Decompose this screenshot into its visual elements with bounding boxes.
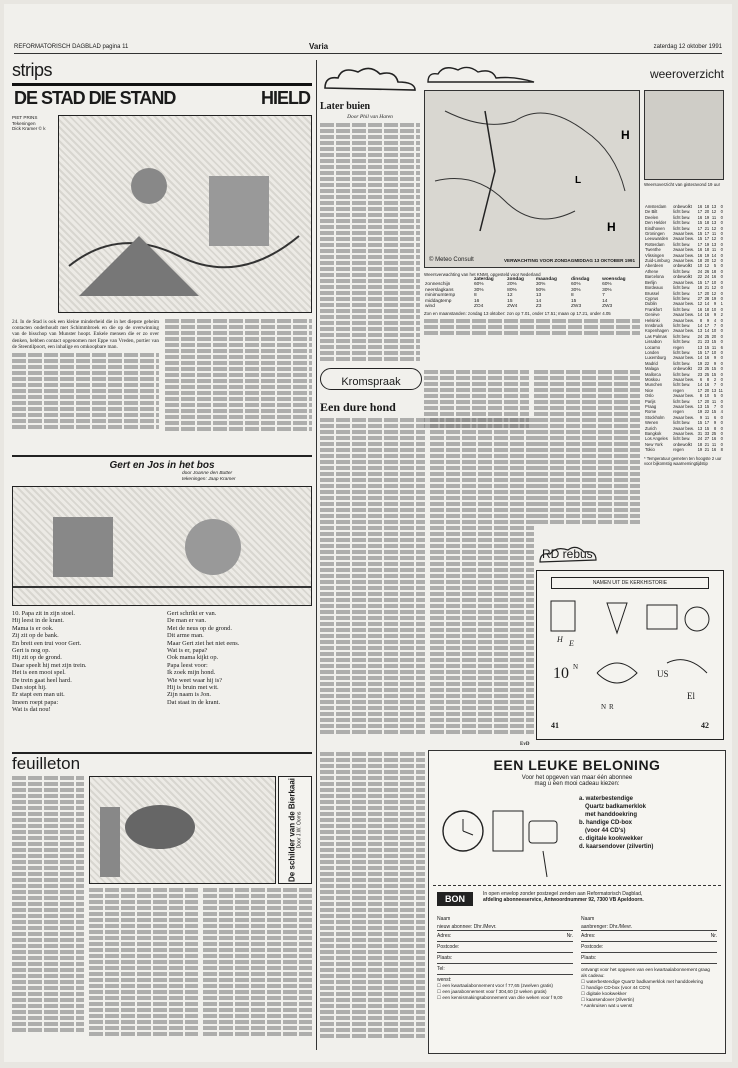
city-row: Madrid licht bew. 19 22 9 0 [645, 360, 723, 366]
newspaper-page [4, 4, 732, 1062]
issue-date: zaterdag 12 oktober 1991 [653, 44, 722, 50]
gert-poem [12, 610, 312, 714]
paper-page-label: REFORMATORISCH DAGBLAD pagina 11 [14, 44, 129, 50]
city-row: Cyprus licht bew. 27 28 19 0 [645, 295, 723, 301]
city-row: Athene licht bew. 24 26 18 0 [645, 268, 723, 274]
city-row: Groningen zwaar bew. 15 17 11 0 [645, 231, 723, 237]
feuilleton-side-title [278, 776, 312, 884]
subscription-ad [428, 750, 726, 1054]
phone-field[interactable]: Tel: [437, 964, 573, 975]
feuilleton-col-4 [320, 752, 425, 1052]
forecast-row: zonneschijn 60% 20% 30% 60% 60% [425, 282, 612, 288]
city-row: Helsinki zwaar bew. 8 9 4 0 [645, 317, 723, 323]
strip-credits: PIET PRINS Tekeningen Dick Kramer © k [12, 115, 46, 132]
forecast-label: Weersverwachting van het KNMI, opgesteld voor Nederland [424, 272, 541, 277]
city-row: Den Helder licht bew. 15 18 13 0 [645, 220, 723, 226]
gert-illustration [12, 486, 312, 606]
story-author: Door J.W. Ooms [296, 811, 303, 849]
story-title: De schilder van de Bierkaai [287, 777, 297, 883]
cloud-icon [320, 64, 420, 94]
city-row: Frankfort licht bew. 16 18 10 0 [645, 306, 723, 312]
city-row: Genève zwaar bew. 14 16 9 2 [645, 312, 723, 318]
rebus-number-42: 42 [701, 721, 709, 730]
option-d: d. kaarsendover (zilvertin) [579, 844, 654, 850]
strip-title-end: HIELD [261, 88, 310, 108]
option-a: a. waterbestendige [579, 796, 634, 802]
choice-quarter[interactable]: ☐ een kwartaalabonnement voor f 77,65 (zwelven gratis) [437, 983, 553, 988]
sun-moon-times: Zon en maanstanden: zondag 13 oktober: zon op 7.01, onder 17.51; maan op 17.21, onder 4.05 [424, 311, 611, 317]
city-row: Los Angeles licht bew. 24 27 16 0 [645, 436, 723, 442]
weather-article [320, 64, 420, 364]
kromspraak-banner [320, 362, 422, 394]
city-row: Parijs licht bew. 17 20 11 0 [645, 398, 723, 404]
forecast-block [424, 272, 640, 337]
city-row: Innsbruck licht bew. 14 17 7 0 [645, 322, 723, 328]
forecast-table: zaterdag zondag maandag dinsdag woensdag zonneschijn 60% 20% 30% 60% 60% neerslagkans 30% 80% 50% 30% 30% minimumtemp 8 12 13 8 7 middagtemp 16 15 14 15 14 wind ZO4 ZW4 Z3 ZW3 ZW3 [424, 277, 640, 309]
svg-text:L: L [575, 175, 582, 186]
rebus-banner: NAMEN UIT DE KERKHISTORIE [551, 577, 709, 589]
city-row: Rome regen 19 22 15 4 [645, 409, 723, 415]
city-row: Moskou zwaar bew. 6 8 2 0 [645, 377, 723, 382]
feuilleton-col-2 [89, 888, 198, 1048]
city-row: Brussel licht bew. 17 20 12 0 [645, 290, 723, 296]
city-row: Praag zwaar bew. 13 15 7 0 [645, 404, 723, 410]
choice-trial[interactable]: ☐ een kennismakingsabonnement van drie weken voor f 9,00 [437, 995, 563, 1000]
svg-text:H: H [607, 220, 616, 234]
city-field[interactable]: Plaats: [437, 953, 573, 964]
rebus-number-41: 41 [551, 721, 559, 730]
option-b: b. handige CD-box [579, 820, 632, 826]
svg-text:H: H [621, 128, 630, 142]
referrer-postcode-field[interactable]: Postcode: [581, 942, 717, 953]
city-row: De Bilt licht bew. 17 20 12 0 [645, 209, 723, 215]
satellite-caption: Weersoverzicht van gisteravond 19 uur [644, 182, 721, 187]
strip-title: DE STAD DIE STAND [14, 88, 176, 108]
strip-illustration [58, 115, 312, 313]
city-row: Vlissingen zwaar bew. 16 19 14 0 [645, 252, 723, 258]
city-row: Locarno regen 13 15 11 6 [645, 344, 723, 350]
feuilleton-illustration [89, 776, 276, 884]
rebus-puzzle: NAMEN UIT DE KERKHISTORIE H E 10 N US El N R 41 42 [536, 570, 724, 740]
city-row: Rotterdam licht bew. 17 19 13 0 [645, 241, 723, 247]
column-divider [316, 60, 317, 1050]
gert-illustrator: tekeningen: Jaap Kramer [182, 477, 236, 482]
city-row: Zurich zwaar bew. 13 15 8 0 [645, 425, 723, 431]
city-row: Eindhoven licht bew. 17 21 12 0 [645, 225, 723, 231]
bon-label: BON [437, 892, 473, 906]
city-row: Mallorca licht bew. 23 25 15 0 [645, 371, 723, 377]
city-row: Londen licht bew. 15 17 10 0 [645, 349, 723, 355]
forecast-row: minimumtemp 8 12 13 8 7 [425, 293, 605, 299]
kromspraak-title: Een dure hond [320, 400, 396, 414]
new-subscriber-name-field[interactable]: nieuw abonnee: Dhr./Mevr. [437, 924, 573, 931]
kromspraak-heading: Kromspraak [341, 376, 401, 388]
city-row: Lissabon licht bew. 21 23 15 0 [645, 339, 723, 345]
strip-title-bar [12, 83, 312, 115]
weather-text-right [534, 370, 640, 540]
feuilleton-heading: feuilleton [12, 754, 81, 773]
bon-instruction-2: afdeling abonneeservice, Antwoordnummer 92, 7300 VB Apeldoorn. [483, 897, 644, 904]
cloud-banner-icon [424, 64, 544, 86]
coupon-left: Naam nieuw abonnee: Dhr./Mevr. Adres: Nr. Postcode: Plaats: Tel: wenst: ☐ een kwartaalabonnement voor f 77,65 (zwelven gratis) ☐ een jaarabonnement voor f 304,60 (2 weken gratis) ☐ een kennismakingsabonnement van drie weken voor f 9,00 [437, 916, 573, 1000]
city-row: Munchen licht bew. 14 16 7 0 [645, 382, 723, 388]
bon-instruction-1: In open envelop zonder postzegel zenden aan Reformatorisch Dagblad, [483, 891, 643, 897]
gift-items-illustration [433, 791, 573, 883]
weather-byline: Door Phil van Haren [347, 114, 393, 120]
gert-title: Gert en Jos in het bos [12, 455, 312, 471]
gift-choice-snuffer[interactable]: ☐ kaarsendover (zilvertin) [581, 997, 635, 1002]
referrer-name-field[interactable]: aanbrenger: Dhr./Mevr. [581, 924, 717, 931]
referrer-city-field[interactable]: Plaats: [581, 953, 717, 964]
forecast-row: wind ZO4 ZW4 Z3 ZW3 ZW3 [425, 304, 613, 310]
city-row: Luxemburg zwaar bew. 14 16 9 0 [645, 355, 723, 361]
gift-choice-timer[interactable]: ☐ digitale kookwekker [581, 991, 627, 996]
forecast-row: middagtemp 16 15 14 15 14 [425, 298, 608, 304]
rebus-section [536, 544, 724, 744]
poem-left: 10. Papa zit in zijn stoel. Hij leest in de krant. Mama is er ook. Zij zit op de bank. En breit een trui voor Gert. Gert is nog op. Hij zit op de grond. Daar speelt hij met zijn trein. Het is een mooi spel. De trein gaat heel hard. Dan stopt hij. Er stapt een man uit. Imeen roept papa: Wat is dat nou! [12, 610, 87, 714]
ad-subtitle-1: Voor het opgeven van maar één abonnee [521, 775, 633, 781]
choice-year[interactable]: ☐ een jaarabonnement voor f 304,60 (2 weken gratis) [437, 989, 547, 994]
city-row: Tokio regen 19 21 16 8 [645, 447, 723, 453]
strip-artwork-area [12, 115, 312, 315]
city-row: Zuid-Limburg zwaar bew. 18 20 12 0 [645, 258, 723, 264]
city-row: Barcelona onbewolkt 22 24 16 0 [645, 274, 723, 280]
city-row: New York onbewolkt 18 21 11 0 [645, 441, 723, 447]
poem-right: Gert schrikt er van. De man er van. Met de neus op de grond. Dit arme man. Maar Gert ziet het niet eens. Wat is er, papa? Ook mama kijkt op. Papa leest voor: Ik zoek mijn hond. Wie weet waar hij is? Hij is bruin met wit. Zijn naam is Jon. Dat staat in de krant. [167, 610, 240, 706]
feuilleton-section [12, 752, 312, 1052]
coupon-right: Naam aanbrenger: Dhr./Mevr. Adres: Nr. Postcode: Plaats: ontvangt voor het opgeven van een kwartaalabonnement graag als cadeau: ☐ waterbestendige Quartz badkamerklok met handdoekring ☐ handige CD-box (voor 44 CD's) ☐ digitale kookwekker ☐ kaarsendover (zilvertin) * Aankruisen wat u wenst [581, 916, 717, 1008]
running-header [14, 42, 722, 54]
city-row: Las Palmas licht bew. 24 25 20 0 [645, 333, 723, 339]
choice-footnote: * Aankruisen wat u wenst [581, 1003, 633, 1008]
city-row: Kopenhagen zwaar bew. 13 14 10 0 [645, 328, 723, 334]
satellite-image [644, 90, 724, 180]
city-row: Deelen licht bew. 16 19 11 0 [645, 214, 723, 220]
weather-article-title: Later buien [320, 101, 371, 112]
strip-text-columns [12, 319, 312, 449]
city-row: Oslo zwaar bew. 8 10 5 0 [645, 393, 723, 399]
gift-choice-cdbox[interactable]: ☐ handige CD-box (voor 44 CD's) [581, 985, 651, 990]
gift-options: a. waterbestendige Quartz badkamerklok met handdoekring b. handige CD-box (voor 44 CD's) c. digitale kookwekker d. kaarsendover (zilvertin) [579, 796, 654, 850]
strips-section [12, 60, 312, 745]
section-title: Varia [309, 42, 329, 51]
weeroverzicht-title: weeroverzicht [649, 67, 724, 81]
gert-author: door Joanne den Butter [182, 471, 233, 476]
city-row: Malaga onbewolkt 23 25 15 0 [645, 366, 723, 372]
feuilleton-col-1 [12, 776, 84, 1046]
ad-subtitle-2: mag u een mooi cadeau kiezen: [534, 781, 620, 787]
strip-text-right [165, 319, 312, 449]
strips-heading: strips [12, 60, 53, 80]
weather-footnote: * Temperatuur gemeten ten hoogste 2 uur voor bijkomstig waarnemingtijdstip [644, 455, 722, 466]
address-field[interactable]: Adres: Nr. [437, 931, 573, 942]
coupon [433, 885, 721, 1062]
feuilleton-col-3 [203, 888, 312, 1048]
city-row: Aberdeen onbewolkt 10 12 5 0 [645, 263, 723, 269]
rebus-heading: RD rebus [542, 547, 593, 561]
city-row: Twenthe zwaar bew. 16 18 11 0 [645, 247, 723, 253]
forecast-row: neerslagkans 30% 80% 50% 30% 30% [425, 287, 612, 293]
kromspraak-body [320, 418, 534, 738]
rebus-drawings [537, 593, 723, 733]
city-row: Bordeaux licht bew. 18 21 12 0 [645, 285, 723, 291]
strip-text-left: 24. In de Stad is ook een kleine minderheid die in het diepste geheim contacten onderhoudt met Schimmbroek en die op de overwinning van de bisschop van Munster hoopt. Enkele mensen die er zo over denken, hebben contact opgenomen met Eppe van Vreden, portier van de Steentilpoort, een inhalige en omkoopbare man. [12, 319, 159, 449]
map-caption: VERWACHTING VOOR ZONDAGMIDDAG 13 OKTOBER 1991 [503, 258, 635, 263]
postcode-field[interactable]: Postcode: [437, 942, 573, 953]
city-row: Berlijn zwaar bew. 15 17 10 0 [645, 279, 723, 285]
city-row: Amsterdam onbewolkt 16 18 13 0 [645, 204, 723, 209]
ad-title: EEN LEUKE BELONING [493, 757, 661, 773]
option-c: c. digitale kookwekker [579, 836, 643, 842]
city-row: Nice regen 17 20 13 11 [645, 387, 723, 393]
kromspraak-signature: EvD [520, 742, 530, 747]
referrer-address-field[interactable]: Adres: Nr. [581, 931, 717, 942]
city-row: Leeuwarden zwaar bew. 15 17 12 0 [645, 236, 723, 242]
city-row: Dublin zwaar bew. 12 14 9 1 [645, 301, 723, 307]
city-row: Stockholm zwaar bew. 9 11 6 0 [645, 414, 723, 420]
city-row: Bangkok zwaar bew. 31 33 25 0 [645, 431, 723, 437]
gift-choice-clock[interactable]: ☐ waterbestendige Quartz badkamerklok met handdoekring [581, 979, 704, 984]
city-row: Wenen licht bew. 15 17 9 0 [645, 420, 723, 426]
horse-rider-illustration [59, 116, 311, 312]
meteo-credit: © Meteo Consult [429, 257, 474, 263]
weather-article-body [320, 123, 420, 363]
city-weather-table [644, 204, 724, 584]
weather-map [424, 90, 640, 268]
